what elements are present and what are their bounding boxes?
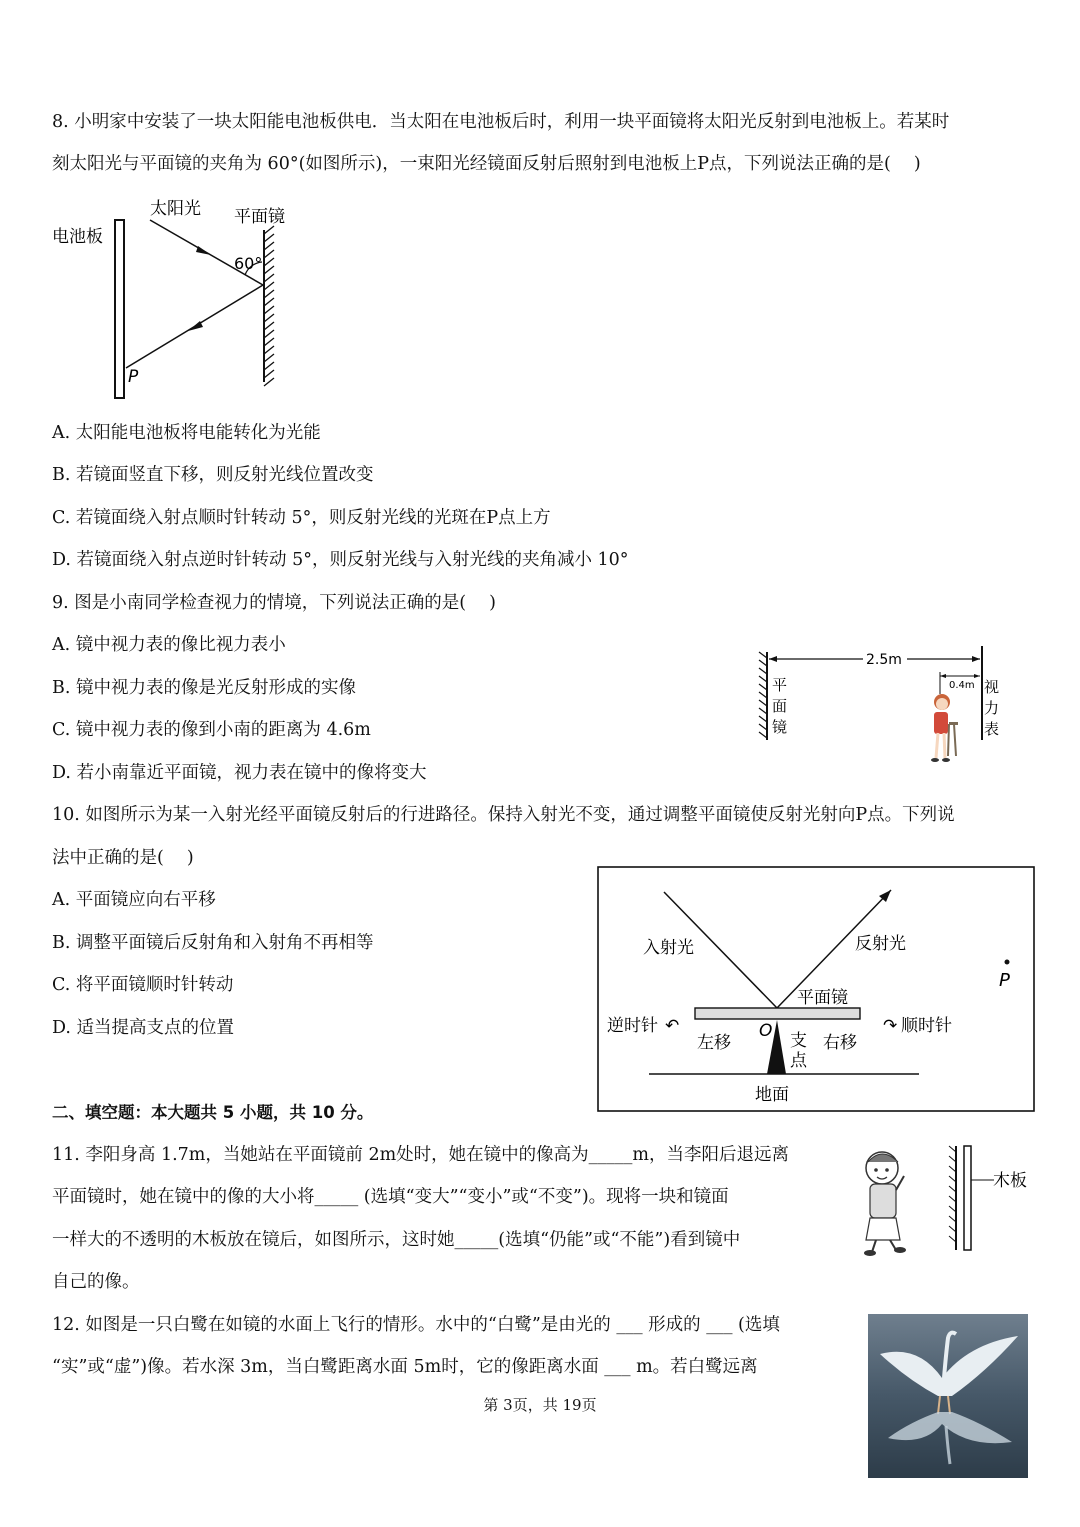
q10-option-b: B. 调整平面镜后反射角和入射角不再相等 (52, 933, 374, 953)
q10-label-mirror: 平面镜 (797, 988, 848, 1008)
page-footer: 第 3页，共 19页 (483, 1396, 597, 1414)
q9-dist-small: 0.4m (949, 680, 975, 691)
cw-arrow-icon: ↷ (883, 1016, 898, 1036)
q11-line3: 一样大的不透明的木板放在镜后，如图所示，这时她_____(选填“仍能”或“不能”)看到镜中 (52, 1230, 741, 1250)
q8-option-b: B. 若镜面竖直下移，则反射光线位置改变 (52, 465, 374, 485)
svg-text:镜: 镜 (772, 718, 788, 736)
q8-label-angle: 60° (234, 254, 263, 273)
q8-label-panel: 电池板 (52, 227, 103, 247)
q9-option-b: B. 镜中视力表的像是光反射形成的实像 (52, 678, 356, 698)
solar-panel (115, 220, 124, 398)
q9-chart-label (984, 678, 999, 738)
q11-figure (852, 1140, 1032, 1260)
q8-option-a: A. 太阳能电池板将电能转化为光能 (52, 423, 321, 443)
q9-figure (755, 640, 1015, 775)
q8-option-d: D. 若镜面绕入射点逆时针转动 5°，则反射光线与入射光线的夹角减小 10° (52, 550, 629, 570)
section-2-heading: 二、填空题：本大题共 5 小题，共 10 分。 (52, 1103, 374, 1122)
q9-option-d: D. 若小南靠近平面镜，视力表在镜中的像将变大 (52, 763, 427, 783)
girl-cartoon (864, 1152, 906, 1256)
q9-dist-total: 2.5m (866, 652, 902, 668)
ccw-arrow-icon: ↶ (665, 1016, 680, 1036)
q11-label-board: 木板 (993, 1171, 1027, 1191)
q10-label-p: P (999, 970, 1010, 991)
q10-label-ccw: 逆时针 (607, 1016, 658, 1036)
q8-stem-line2: 刻太阳光与平面镜的夹角为 60°(如图所示)，一束阳光经镜面反射后照射到电池板上P点，下列说法正确的是( ) (52, 154, 921, 174)
q10-label-reflected: 反射光 (855, 934, 906, 954)
q10-mirror (695, 1008, 860, 1019)
q10-label-ground: 地面 (755, 1085, 789, 1105)
q10-option-c: C. 将平面镜顺时针转动 (52, 975, 234, 995)
q10-point-p (1005, 960, 1010, 965)
svg-text:力: 力 (984, 699, 1000, 717)
svg-text:平: 平 (772, 676, 788, 694)
q11-mirror-hatch (949, 1146, 956, 1242)
q9-option-a: A. 镜中视力表的像比视力表小 (52, 635, 286, 655)
mirror-hatch (264, 226, 274, 386)
q9-stem: 9. 图是小南同学检查视力的情境，下列说法正确的是( ) (52, 593, 496, 613)
q12-line2: “实”或“虚”)像。若水深 3m，当白鹭距离水面 5m时，它的像距离水面 ___ m。若白鹭远离 (52, 1357, 758, 1377)
girl-figure (931, 694, 958, 762)
q8-label-mirror: 平面镜 (234, 207, 285, 227)
svg-text:支: 支 (790, 1031, 807, 1051)
q11-board (964, 1146, 971, 1250)
q10-option-a: A. 平面镜应向右平移 (52, 890, 216, 910)
q10-label-o: O (759, 1021, 773, 1041)
q9-mirror-hatch (759, 652, 767, 738)
q10-label-cw: 顺时针 (901, 1016, 952, 1036)
q9-mirror-label (772, 676, 787, 736)
q10-label-incident: 入射光 (643, 938, 694, 958)
q10-stem-line1: 10. 如图所示为某一入射光经平面镜反射后的行进路径。保持入射光不变，通过调整平面镜使反射光射向P点。下列说 (52, 805, 955, 825)
incident-arrow (196, 246, 211, 255)
q8-stem-line1: 8. 小明家中安装了一块太阳能电池板供电．当太阳在电池板后时，利用一块平面镜将太阳光反射到电池板上。若某时 (52, 112, 950, 132)
svg-text:表: 表 (984, 720, 1000, 738)
reflected-arrow (188, 321, 203, 331)
q11-line1: 11. 李阳身高 1.7m，当她站在平面镜前 2m处时，她在镜中的像高为_____m，当李阳后退远离 (52, 1145, 790, 1165)
q10-label-pivot (790, 1031, 808, 1071)
q10-figure (597, 866, 1037, 1114)
q10-option-d: D. 适当提高支点的位置 (52, 1018, 235, 1038)
q11-line4: 自己的像。 (52, 1272, 140, 1292)
q8-label-sun: 太阳光 (150, 199, 201, 219)
q8-label-p: P (128, 367, 139, 387)
q8-figure (48, 190, 328, 400)
svg-text:面: 面 (772, 697, 788, 715)
svg-text:视: 视 (984, 678, 1000, 696)
q10-stem-line2: 法中正确的是( ) (52, 848, 194, 868)
q11-line2: 平面镜时，她在镜中的像的大小将_____ (选填“变大”“变小”或“不变”)。现将一块和镜面 (52, 1187, 729, 1207)
q10-label-left: 左移 (697, 1033, 731, 1053)
svg-text:点: 点 (790, 1051, 807, 1071)
q9-option-c: C. 镜中视力表的像到小南的距离为 4.6m (52, 720, 371, 740)
q10-label-right: 右移 (823, 1033, 857, 1053)
q12-line1: 12. 如图是一只白鹭在如镜的水面上飞行的情形。水中的“白鹭”是由光的 ___ 形成的 ___ (选填 (52, 1315, 780, 1335)
q8-option-c: C. 若镜面绕入射点顺时针转动 5°，则反射光线的光斑在P点上方 (52, 508, 551, 528)
